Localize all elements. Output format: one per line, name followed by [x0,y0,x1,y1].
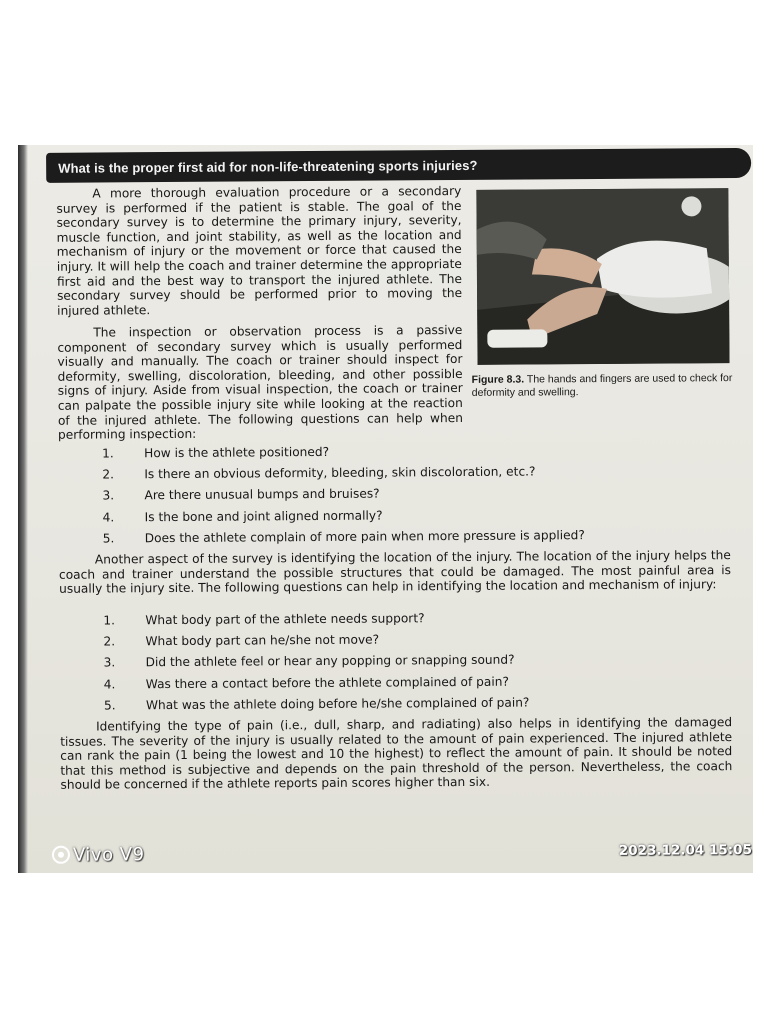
figure-photo [476,188,729,365]
list-item-text: Is there an obvious deformity, bleeding, skin discoloration, etc.? [144,464,536,482]
list-item-number: 4. [102,509,115,525]
location-question-list [103,605,704,716]
list-item [103,523,703,548]
list-item-number: 3. [103,655,116,670]
list-item-text: Did the athlete feel or hear any popping or snapping sound? [145,652,515,670]
figure-label: Figure 8.3. [471,373,525,386]
photographed-page [18,145,753,873]
list-item-text: Was there a contact before the athlete complained of pain? [145,674,509,691]
list-item-number: 2. [102,467,114,482]
list-item-number: 1. [103,613,116,628]
photo-timestamp: 2023.12.04 15:05 [618,841,752,859]
list-item-number: 1. [102,446,114,461]
list-item-text: Are there unusual bumps and bruises? [144,486,380,503]
list-item-text: Does the athlete complain of more pain when more pressure is applied? [144,527,585,546]
list-item-text: What was the athlete doing before he/she complained of pain? [145,695,530,713]
figure-caption-text: The hands and fingers are used to check for deformity and swelling. [471,372,733,399]
list-item-text: What body part of the athlete needs support? [145,610,425,627]
paragraph-pain-type: Identifying the type of pain (i.e., dull, sharp, and radiating) also helps in identifying the damaged tissues. The severity of the injury is usually related to the amount of pain experienced. The injured athlete can rank the pain (1 being the lowest and 10 the highest) to reflect the amount of pain. It should be noted that this method is subjective and depends on the pain threshold of the person. Nevertheless, the coach should be concerned if the athlete reports pain scores higher than six. [60,715,733,793]
paragraph-inspection: The inspection or observation process is a passive component of secondary survey which is usually performed visually and manually. The coach or trainer should inspect for deformity, swelling, discoloration, bleeding, and other possible signs of injury. Aside from visual inspection, the coach or trainer can palpate the possible injury site while looking at the reaction of the injured athlete. The following questions can help when performing inspection: [57,322,463,442]
camera-watermark-icon [51,845,71,865]
paragraph-secondary-survey: A more thorough evaluation procedure or a secondary survey is performed if the patient is stable. The goal of the secondary survey is to determine the primary injury, severity, muscle function, and joint stability, as well as the location and mechanism of injury or the movement or force that caused the injury. It will help the coach and trainer determine the appropriate first aid and the best way to transport the injured athlete. The secondary survey should be performed prior to moving the injured athlete. [56,183,463,318]
section-heading-bar [46,148,751,183]
list-item [104,690,704,715]
inspection-question-list [102,438,703,549]
textbook-page [28,145,753,873]
section-heading: What is the proper first aid for non-life-threatening sports injuries? [58,157,478,176]
athlete-photo-illustration [476,188,729,365]
list-item-number: 2. [103,634,116,649]
list-item-text: How is the athlete positioned? [144,444,330,460]
page-shadow-edge [18,145,28,873]
list-item-text: What body part can he/she not move? [145,632,380,649]
list-item-text: Is the bone and joint aligned normally? [144,508,383,524]
list-item-number: 4. [103,676,116,692]
list-item-number: 5. [103,698,116,713]
list-item-number: 5. [102,531,115,546]
figure-caption [472,372,742,400]
camera-watermark: Vivo V9 [72,844,145,866]
list-item-number: 3. [102,488,115,503]
paragraph-injury-location: Another aspect of the survey is identifying the location of the injury. The location of the injury helps the coach and trainer understand the possible structures that could be damaged. The most painful area is usually the injury site. The following questions can help in identifying the location and mechanism of injury: [58,548,732,596]
